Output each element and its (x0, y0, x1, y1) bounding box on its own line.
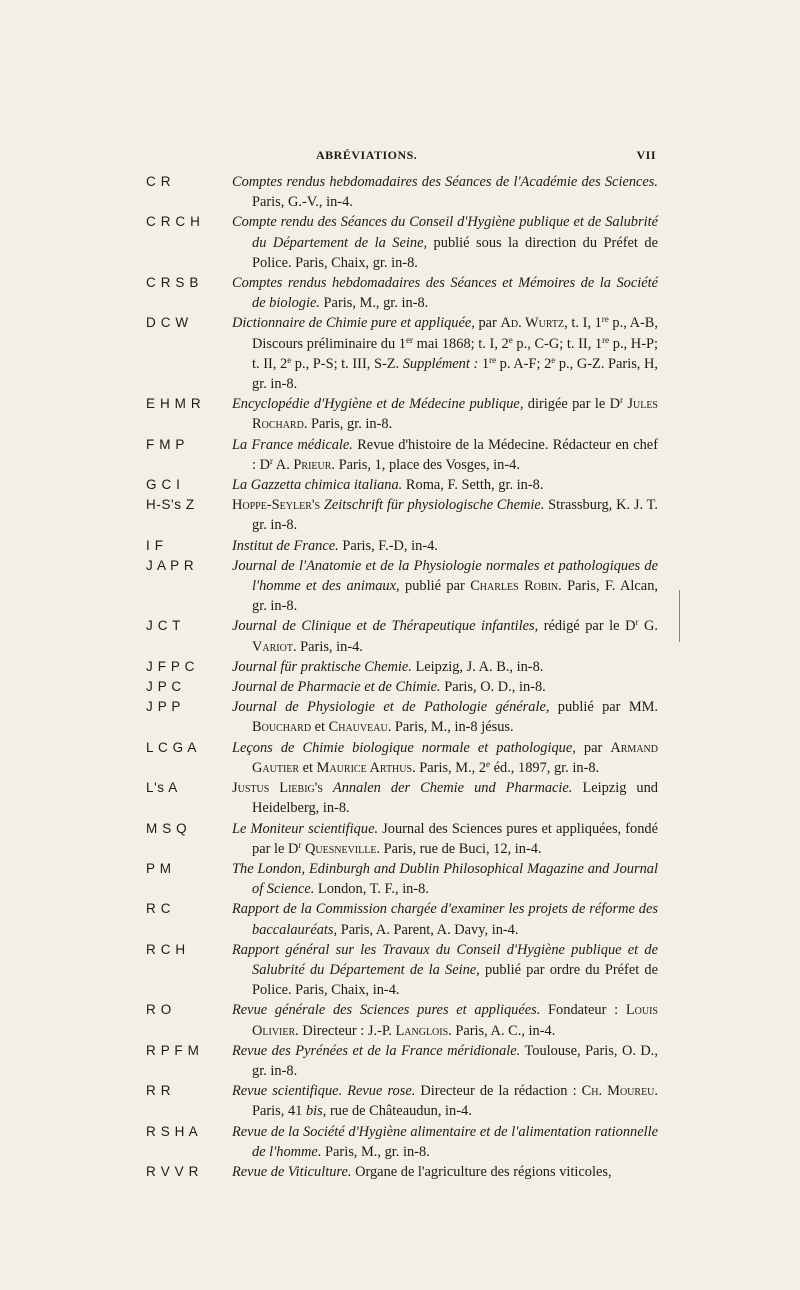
plain-text: Toulouse, Paris, O. D., gr. in-8. (252, 1042, 658, 1079)
plain-text: . Paris, 41 (252, 1083, 659, 1120)
plain-text: . Paris, M., in-8 jésus. (387, 719, 514, 736)
abbreviation-entry (146, 475, 658, 495)
abbreviation-entry (146, 738, 658, 778)
small-caps-name: Langlois (395, 1022, 449, 1039)
abbreviation-code: R S H A (146, 1123, 199, 1139)
italic-title: Annalen der Chemie und Pharmacie. (332, 780, 573, 797)
plain-text: Journal des Sciences pures et appliquées, fondé par le D (252, 820, 658, 857)
abbreviation-code: R R (146, 1083, 172, 1099)
italic-title: Revue générale des Sciences pures et appliquées. (232, 1002, 541, 1019)
abbreviation-description (232, 556, 658, 617)
italic-title: La France médicale. (232, 436, 353, 453)
plain-text: publié par ordre du Préfet de Police. Paris, Chaix, in-4. (252, 961, 658, 999)
plain-text: Paris, O. D., in-8. (440, 679, 546, 696)
superscript: er (406, 334, 413, 345)
abbreviation-entry (146, 940, 658, 1001)
abbreviation-entry (146, 819, 658, 859)
abbreviation-code: I F (146, 537, 164, 553)
plain-text: G. (638, 618, 658, 635)
abbreviation-description (232, 1041, 658, 1081)
page-number: VII (636, 148, 656, 162)
italic-title: Encyclopédie d'Hygiène et de Médecine publique, (232, 396, 524, 413)
abbreviation-code: R C H (146, 941, 186, 957)
abbreviation-code: R O (146, 1002, 172, 1018)
small-caps-name: Bouchard (252, 719, 312, 736)
italic-title: Le Moniteur scientifique. (232, 820, 379, 837)
italic-title: Journal de Physiologie et de Pathologie générale, (232, 699, 550, 716)
superscript: e (508, 334, 513, 345)
italic-title: Revue de Viticulture. (232, 1163, 352, 1180)
abbreviation-description (232, 616, 658, 656)
superscript: re (601, 314, 609, 325)
italic-title: Journal für praktische Chemie. (232, 658, 412, 675)
plain-text: par (575, 739, 611, 756)
plain-text: . Paris, M., 2 (412, 759, 487, 776)
abbreviation-code: L C G A (146, 739, 197, 755)
abbreviation-description (232, 273, 658, 313)
plain-text: Strassburg, K. J. T. gr. in-8. (252, 497, 658, 534)
abbreviation-entry (146, 273, 658, 313)
plain-text: et (299, 759, 317, 776)
plain-text: . Paris, F. Alcan, gr. in-8. (252, 578, 658, 615)
abbreviation-entry (146, 495, 658, 535)
superscript: r (270, 455, 273, 466)
abbreviation-code: J C T (146, 618, 182, 634)
abbreviation-list (146, 172, 658, 1182)
italic-title: Revue des Pyrénées et de la France méridionale. (232, 1042, 521, 1059)
superscript: e (486, 758, 491, 769)
plain-text: Paris, A. Parent, A. Davy, in-4. (337, 921, 519, 938)
small-caps-name: Chauveau (328, 719, 388, 736)
plain-text: publié sous la direction du Préfet de Police. Paris, Chaix, gr. in-8. (252, 234, 658, 271)
italic-title: Comptes rendus hebdomadaires des Séances de l'Académie des Sciences. (232, 174, 658, 190)
small-caps-name: Quesneville (304, 840, 377, 857)
abbreviation-code: M S Q (146, 820, 188, 836)
italic-title: Leçons de Chimie biologique normale et pathologique, (232, 739, 576, 756)
plain-text: publié par MM. (549, 699, 659, 716)
abbreviation-code: J A P R (146, 557, 195, 573)
plain-text: rue de Châteaudun, in-4. (326, 1103, 472, 1120)
abbreviation-code: C R S B (146, 275, 199, 291)
italic-title: The London, Edinburgh and Dublin Philosophical Magazine and Journal of Science. (232, 860, 658, 898)
superscript: r (620, 395, 624, 406)
abbreviation-entry (146, 778, 658, 818)
abbreviation-description (232, 1122, 658, 1162)
abbreviation-description (232, 657, 658, 677)
abbreviation-entry (146, 435, 658, 475)
small-caps-name: Armand Gautier (252, 739, 658, 776)
abbreviation-description (232, 495, 658, 535)
plain-text: . Paris, in-4. (292, 638, 363, 655)
abbreviation-description (232, 536, 658, 556)
small-caps-name: Justus Liebig's (232, 780, 323, 797)
small-caps-name: Louis Olivier (252, 1002, 658, 1039)
italic-title: Zeitschrift für physiologische Chemie. (323, 497, 545, 514)
superscript: r (635, 617, 639, 628)
abbreviation-code: J P P (146, 699, 182, 715)
abbreviation-entry (146, 536, 658, 556)
abbreviation-code: C R (146, 174, 172, 189)
abbreviation-description (232, 778, 658, 818)
italic-title: Revue de la Société d'Hygiène alimentaire et de l'alimentation rationnelle de l'homme. (232, 1123, 658, 1160)
superscript: e (287, 354, 292, 365)
abbreviation-description (232, 677, 658, 697)
abbreviation-code: D C W (146, 315, 189, 331)
superscript: e (551, 354, 556, 365)
plain-text: p., A-B, Discours préliminaire du 1 (252, 315, 658, 352)
abbreviation-entry (146, 172, 658, 212)
plain-text: p., H-P; t. II, 2 (252, 335, 658, 372)
abbreviation-description (232, 475, 658, 495)
plain-text: et (311, 719, 329, 736)
plain-text: par (474, 315, 501, 332)
abbreviation-description (232, 172, 658, 212)
plain-text: publié par (399, 578, 471, 595)
small-caps-name: Jules Rochard (252, 396, 658, 433)
plain-text: Roma, F. Setth, gr. in-8. (402, 477, 544, 494)
abbreviation-code: H-S's Z (146, 497, 195, 513)
plain-text: Paris, G.-V., in-4. (252, 194, 353, 211)
small-caps-name: Variot (252, 638, 293, 655)
abbreviation-description (232, 697, 658, 737)
plain-text: . Paris, A. C., in-4. (448, 1022, 556, 1039)
superscript: re (489, 354, 497, 365)
margin-mark (679, 590, 680, 642)
abbreviation-entry (146, 616, 658, 656)
italic-title: La Gazzetta chimica italiana. (232, 477, 403, 494)
abbreviation-entry (146, 313, 658, 394)
abbreviation-code: G C I (146, 477, 181, 493)
abbreviation-entry (146, 212, 658, 273)
plain-text: Fondateur : (540, 1002, 626, 1019)
plain-text: London, T. F., in-8. (314, 881, 429, 898)
page-title: ABRÉVIATIONS. (316, 148, 418, 162)
superscript: re (602, 334, 610, 345)
abbreviation-description (232, 394, 658, 434)
abbreviation-description (232, 1081, 658, 1121)
plain-text: Directeur de la rédaction : (415, 1083, 582, 1100)
abbreviation-code: C R C H (146, 214, 201, 230)
plain-text: , t. I, 1 (564, 315, 602, 332)
abbreviation-description (232, 212, 658, 273)
abbreviation-description (232, 1000, 658, 1040)
italic-title: bis, (305, 1103, 327, 1120)
plain-text: . Paris, gr. in-8. (303, 416, 393, 433)
small-caps-name: Charles Robin (470, 578, 559, 595)
small-caps-name: Ch. Moureu (581, 1083, 655, 1100)
plain-text: Paris, M., gr. in-8. (319, 295, 429, 312)
italic-title: Comptes rendus hebdomadaires des Séances et Mémoires de la Société de biologie. (232, 275, 658, 312)
abbreviation-entry (146, 899, 658, 939)
superscript: r (298, 839, 302, 850)
abbreviation-entry (146, 859, 658, 899)
abbreviation-code: P M (146, 860, 172, 876)
abbreviation-entry (146, 697, 658, 737)
plain-text: . Paris, 1, place des Vosges, in-4. (331, 456, 520, 473)
abbreviation-code: R V V R (146, 1163, 199, 1179)
plain-text: Paris, M., gr. in-8. (321, 1143, 430, 1160)
plain-text (323, 780, 333, 796)
abbreviation-description (232, 313, 658, 394)
abbreviation-description (232, 1162, 658, 1182)
italic-title: Institut de France. (232, 537, 339, 554)
plain-text: A. (273, 456, 294, 473)
plain-text: 1 (478, 355, 490, 372)
italic-title: Compte rendu des Séances du Conseil d'Hygiène publique et de Salubrité du Département de la Seine, (232, 214, 658, 251)
plain-text: Organe de l'agriculture des régions viticoles, (351, 1163, 612, 1180)
abbreviation-code: J F P C (146, 658, 195, 674)
small-caps-name: Ad. Wurtz (500, 315, 565, 332)
abbreviation-entry (146, 1041, 658, 1081)
abbreviation-description (232, 819, 658, 859)
abbreviation-entry (146, 657, 658, 677)
abbreviation-entry (146, 556, 658, 617)
abbreviation-code: R P F M (146, 1042, 200, 1058)
plain-text: p. A-F; 2 (496, 355, 552, 372)
abbreviation-entry (146, 1081, 658, 1121)
italic-title: Journal de l'Anatomie et de la Physiologie normales et pathologiques de l'homme et des animaux, (232, 557, 658, 595)
abbreviation-code: J P C (146, 679, 182, 695)
plain-text: Leipzig, J. A. B., in-8. (411, 658, 544, 675)
small-caps-name: Hoppe-Seyler's (232, 497, 321, 514)
abbreviation-code: E H M R (146, 396, 202, 412)
plain-text: p., G-Z. Paris, H, gr. in-8. (252, 355, 658, 393)
small-caps-name: Prieur (293, 456, 332, 473)
plain-text: Revue d'histoire de la Médecine. Rédacteur en chef : D (252, 436, 658, 473)
abbreviation-description (232, 859, 658, 899)
plain-text: Paris, F.-D, in-4. (338, 537, 438, 554)
small-caps-name: Maurice Arthus (316, 759, 413, 776)
abbreviation-description (232, 435, 658, 475)
plain-text: p., P-S; t. III, S-Z. (291, 355, 403, 372)
italic-title: Rapport général sur les Travaux du Conseil d'Hygiène publique et de Salubrité du Département de la Seine, (232, 941, 658, 978)
abbreviation-code: R C (146, 901, 172, 917)
abbreviation-entry (146, 394, 658, 434)
abbreviation-description (232, 940, 658, 1001)
abbreviation-entry (146, 1122, 658, 1162)
plain-text: éd., 1897, gr. in-8. (490, 759, 600, 776)
abbreviation-description (232, 899, 658, 939)
italic-title: Revue scientifique. Revue rose. (232, 1083, 416, 1100)
plain-text: . Paris, rue de Buci, 12, in-4. (376, 840, 542, 857)
abbreviation-entry (146, 1162, 658, 1182)
abbreviation-description (232, 738, 658, 778)
abbreviation-entry (146, 1000, 658, 1040)
plain-text: rédigé par le D (538, 618, 636, 635)
plain-text: dirigée par le D (523, 396, 621, 413)
plain-text: p., C-G; t. II, 1 (512, 335, 603, 352)
plain-text: mai 1868; t. I, 2 (413, 335, 509, 352)
abbreviation-entry (146, 677, 658, 697)
abbreviation-code: F M P (146, 436, 185, 452)
italic-title: Rapport de la Commission chargée d'examiner les projets de réforme des baccalauréats, (232, 901, 658, 938)
plain-text: . Directeur : J.-P. (295, 1022, 396, 1039)
abbreviation-code: L's A (146, 780, 178, 796)
italic-title: Journal de Pharmacie et de Chimie. (232, 679, 441, 696)
italic-title: Dictionnaire de Chimie pure et appliquée, (232, 315, 475, 332)
running-header (146, 148, 658, 166)
plain-text: Leipzig und Heidelberg, in-8. (252, 780, 658, 817)
italic-title: Journal de Clinique et de Thérapeutique infantiles, (232, 618, 539, 635)
italic-title: Supplément : (402, 355, 479, 372)
